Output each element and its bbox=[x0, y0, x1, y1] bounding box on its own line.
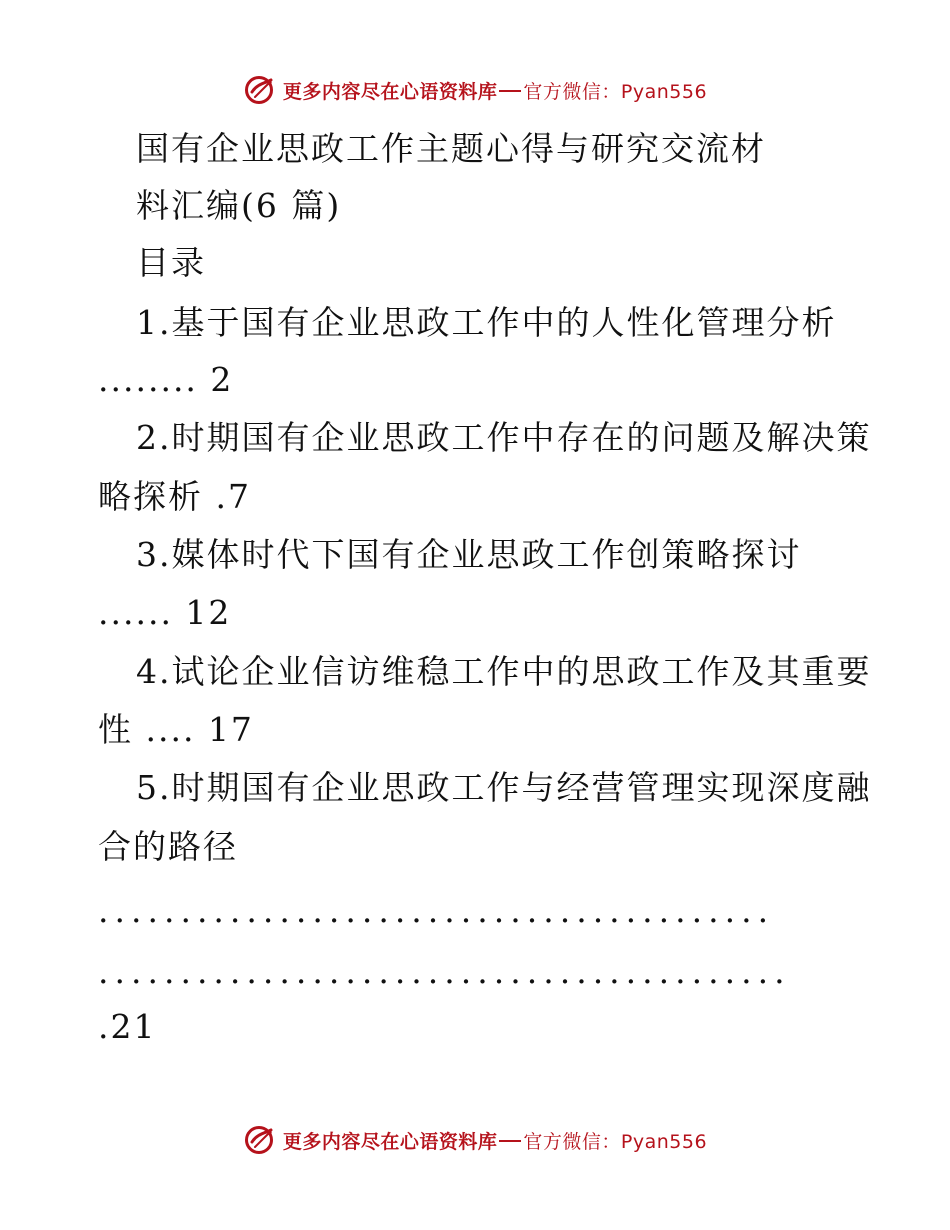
toc-item-5-page: .21 bbox=[98, 1007, 157, 1046]
watermark-main-text: 更多内容尽在心语资料库 bbox=[282, 80, 498, 103]
toc-item-2-title: 2.时期国有企业思政工作中存在的问题及解决策 bbox=[136, 418, 872, 457]
watermark-main-text: 更多内容尽在心语资料库 bbox=[282, 1130, 498, 1153]
toc-item-3-title: 3.媒体时代下国有企业思政工作创策略探讨 bbox=[136, 535, 802, 574]
toc-item-5-dots-text-1: ......................................... bbox=[98, 891, 775, 930]
toc-item-4-title: 4.试论企业信访维稳工作中的思政工作及其重要 bbox=[136, 652, 872, 691]
toc-item-5-dots-line-2 bbox=[98, 950, 888, 994]
document-title-line-1: 国有企业思政工作主题心得与研究交流材 bbox=[136, 129, 766, 168]
watermark-text bbox=[283, 1127, 707, 1154]
toc-heading: 目录 bbox=[136, 243, 206, 282]
toc-item-5-dots-text-2: .......................................... bbox=[98, 952, 791, 991]
watermark-logo-icon bbox=[243, 1123, 277, 1157]
watermark-separator bbox=[499, 1140, 521, 1142]
toc-item-1-page: ........ 2 bbox=[98, 360, 234, 399]
toc-item-1-title: 1.基于国有企业思政工作中的人性化管理分析 bbox=[136, 303, 837, 342]
watermark-meta-text: 官方微信：Pyan556 bbox=[523, 80, 708, 103]
toc-item-4-page: 性 .... 17 bbox=[98, 710, 254, 749]
toc-item-2-page: 略探析 .7 bbox=[98, 477, 251, 516]
watermark-footer bbox=[0, 1120, 950, 1160]
toc-item-5-subtitle: 合的路径 bbox=[98, 827, 238, 866]
watermark-meta-text: 官方微信：Pyan556 bbox=[523, 1130, 708, 1153]
toc-item-3-page: ...... 12 bbox=[98, 593, 232, 632]
toc-item-5-title: 5.时期国有企业思政工作与经营管理实现深度融 bbox=[136, 768, 872, 807]
document-title-line-2: 料汇编(6 篇) bbox=[136, 186, 342, 225]
toc-item-5-dots-line-1 bbox=[98, 889, 888, 933]
